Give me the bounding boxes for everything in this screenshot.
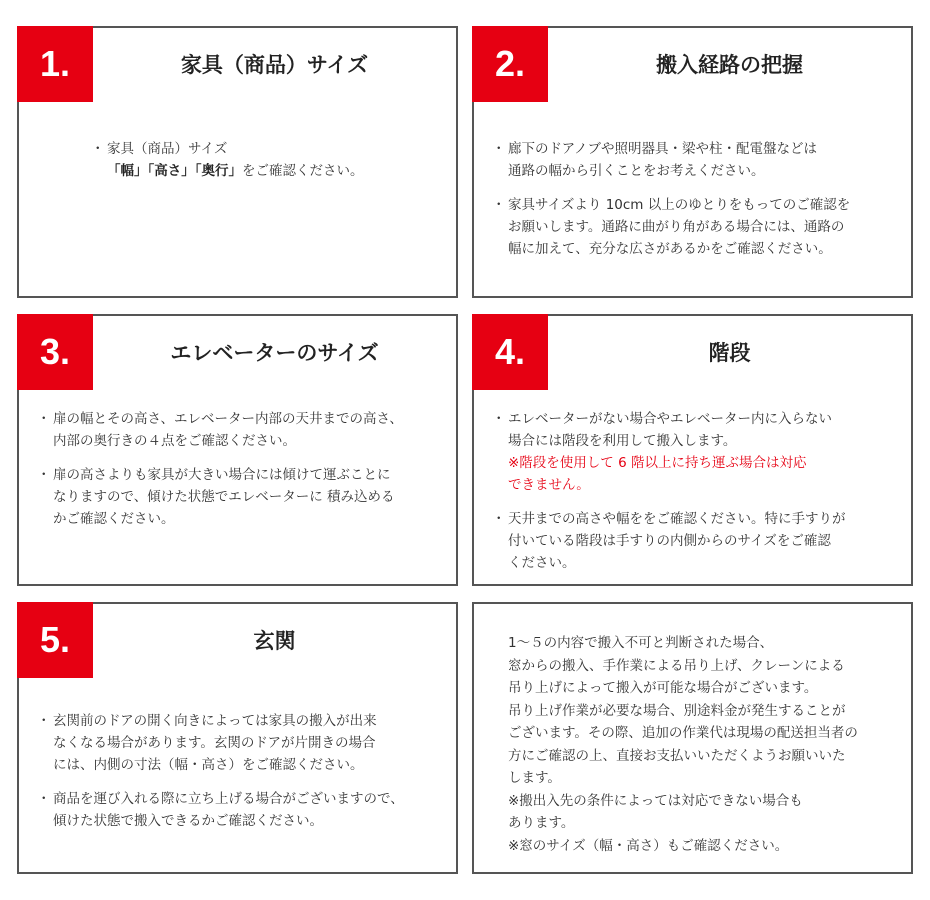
card-title: 玄関	[253, 629, 296, 653]
card-note	[472, 602, 913, 874]
card-delivery-route	[472, 26, 913, 298]
card-furniture-size	[17, 26, 458, 298]
card-title: 家具（商品）サイズ	[180, 53, 369, 77]
bullet-item: ・ 家具サイズより 10cm 以上のゆとりをもってのご確認を お願いします。通路に曲がり角がある場合には、通路の 幅に加えて、充分な広さがあるかをご確認ください。	[494, 194, 904, 260]
bullet-item: ・ 商品を運び入れる際に立ち上げる場合がございますので、 傾けた状態で搬入できるかご確認ください。	[39, 788, 449, 832]
bullet-item: ・ 扉の高さよりも家具が大きい場合には傾けて運ぶことに なりますので、傾けた状態でエレベーターに 積み込める かご確認ください。	[39, 464, 449, 530]
step-badge: 2.	[472, 26, 548, 102]
card-stairs	[472, 314, 913, 586]
bullet-item: ・ 玄関前のドアの開く向きによっては家具の搬入が出来 なくなる場合があります。玄関のドアが片開きの場合 には、内側の寸法（幅・高さ）をご確認ください。	[39, 710, 449, 776]
step-badge: 4.	[472, 314, 548, 390]
card-body	[93, 138, 443, 194]
bullet-item: ・ エレベーターがない場合やエレベーター内に入らない 場合には階段を利用して搬入します。 ※階段を使用して 6 階以上に持ち運ぶ場合は対応 できません。	[494, 408, 904, 496]
bullet-item: ・ 扉の幅とその高さ、エレベーター内部の天井までの高さ、 内部の奥行きの４点をご確認ください。	[39, 408, 449, 452]
card-body	[494, 408, 904, 586]
card-body	[494, 138, 904, 272]
card-title: 搬入経路の把握	[656, 53, 803, 77]
card-body	[39, 408, 449, 542]
emphasis-text: 「幅」「高さ」「奥行」	[107, 163, 242, 179]
card-body	[39, 710, 449, 844]
card-title: 階段	[708, 341, 751, 365]
step-badge: 1.	[17, 26, 93, 102]
bullet-item: ・ 家具（商品）サイズ 「幅」「高さ」「奥行」をご確認ください。	[93, 138, 443, 182]
note-body: 1～５の内容で搬入不可と判断された場合、 窓からの搬入、手作業による吊り上げ、クレーンによる 吊り上げによって搬入が可能な場合がございます。 吊り上げ作業が必要な場合、別途料金が発生することが ございます。その際、追加の作業代は現場の配送担当者の 方にご確認の上、直接お支払いいただくようお願いいた します。 ※搬出入先の条件によっては対応できない場合も あります。 ※窓のサイズ（幅・高さ）もご確認ください。	[508, 635, 858, 854]
card-title: エレベーターのサイズ	[170, 341, 379, 365]
card-entrance	[17, 602, 458, 874]
warning-text: できません。	[508, 477, 590, 493]
step-badge: 3.	[17, 314, 93, 390]
warning-text: ※階段を使用して 6 階以上に持ち運ぶ場合は対応	[508, 455, 807, 471]
card-elevator-size	[17, 314, 458, 586]
step-badge: 5.	[17, 602, 93, 678]
bullet-item: ・ 天井までの高さや幅ををご確認ください。特に手すりが 付いている階段は手すりの内側からのサイズをご確認 ください。	[494, 508, 904, 574]
bullet-item: ・ 廊下のドアノブや照明器具・梁や柱・配電盤などは 通路の幅から引くことをお考えください。	[494, 138, 904, 182]
